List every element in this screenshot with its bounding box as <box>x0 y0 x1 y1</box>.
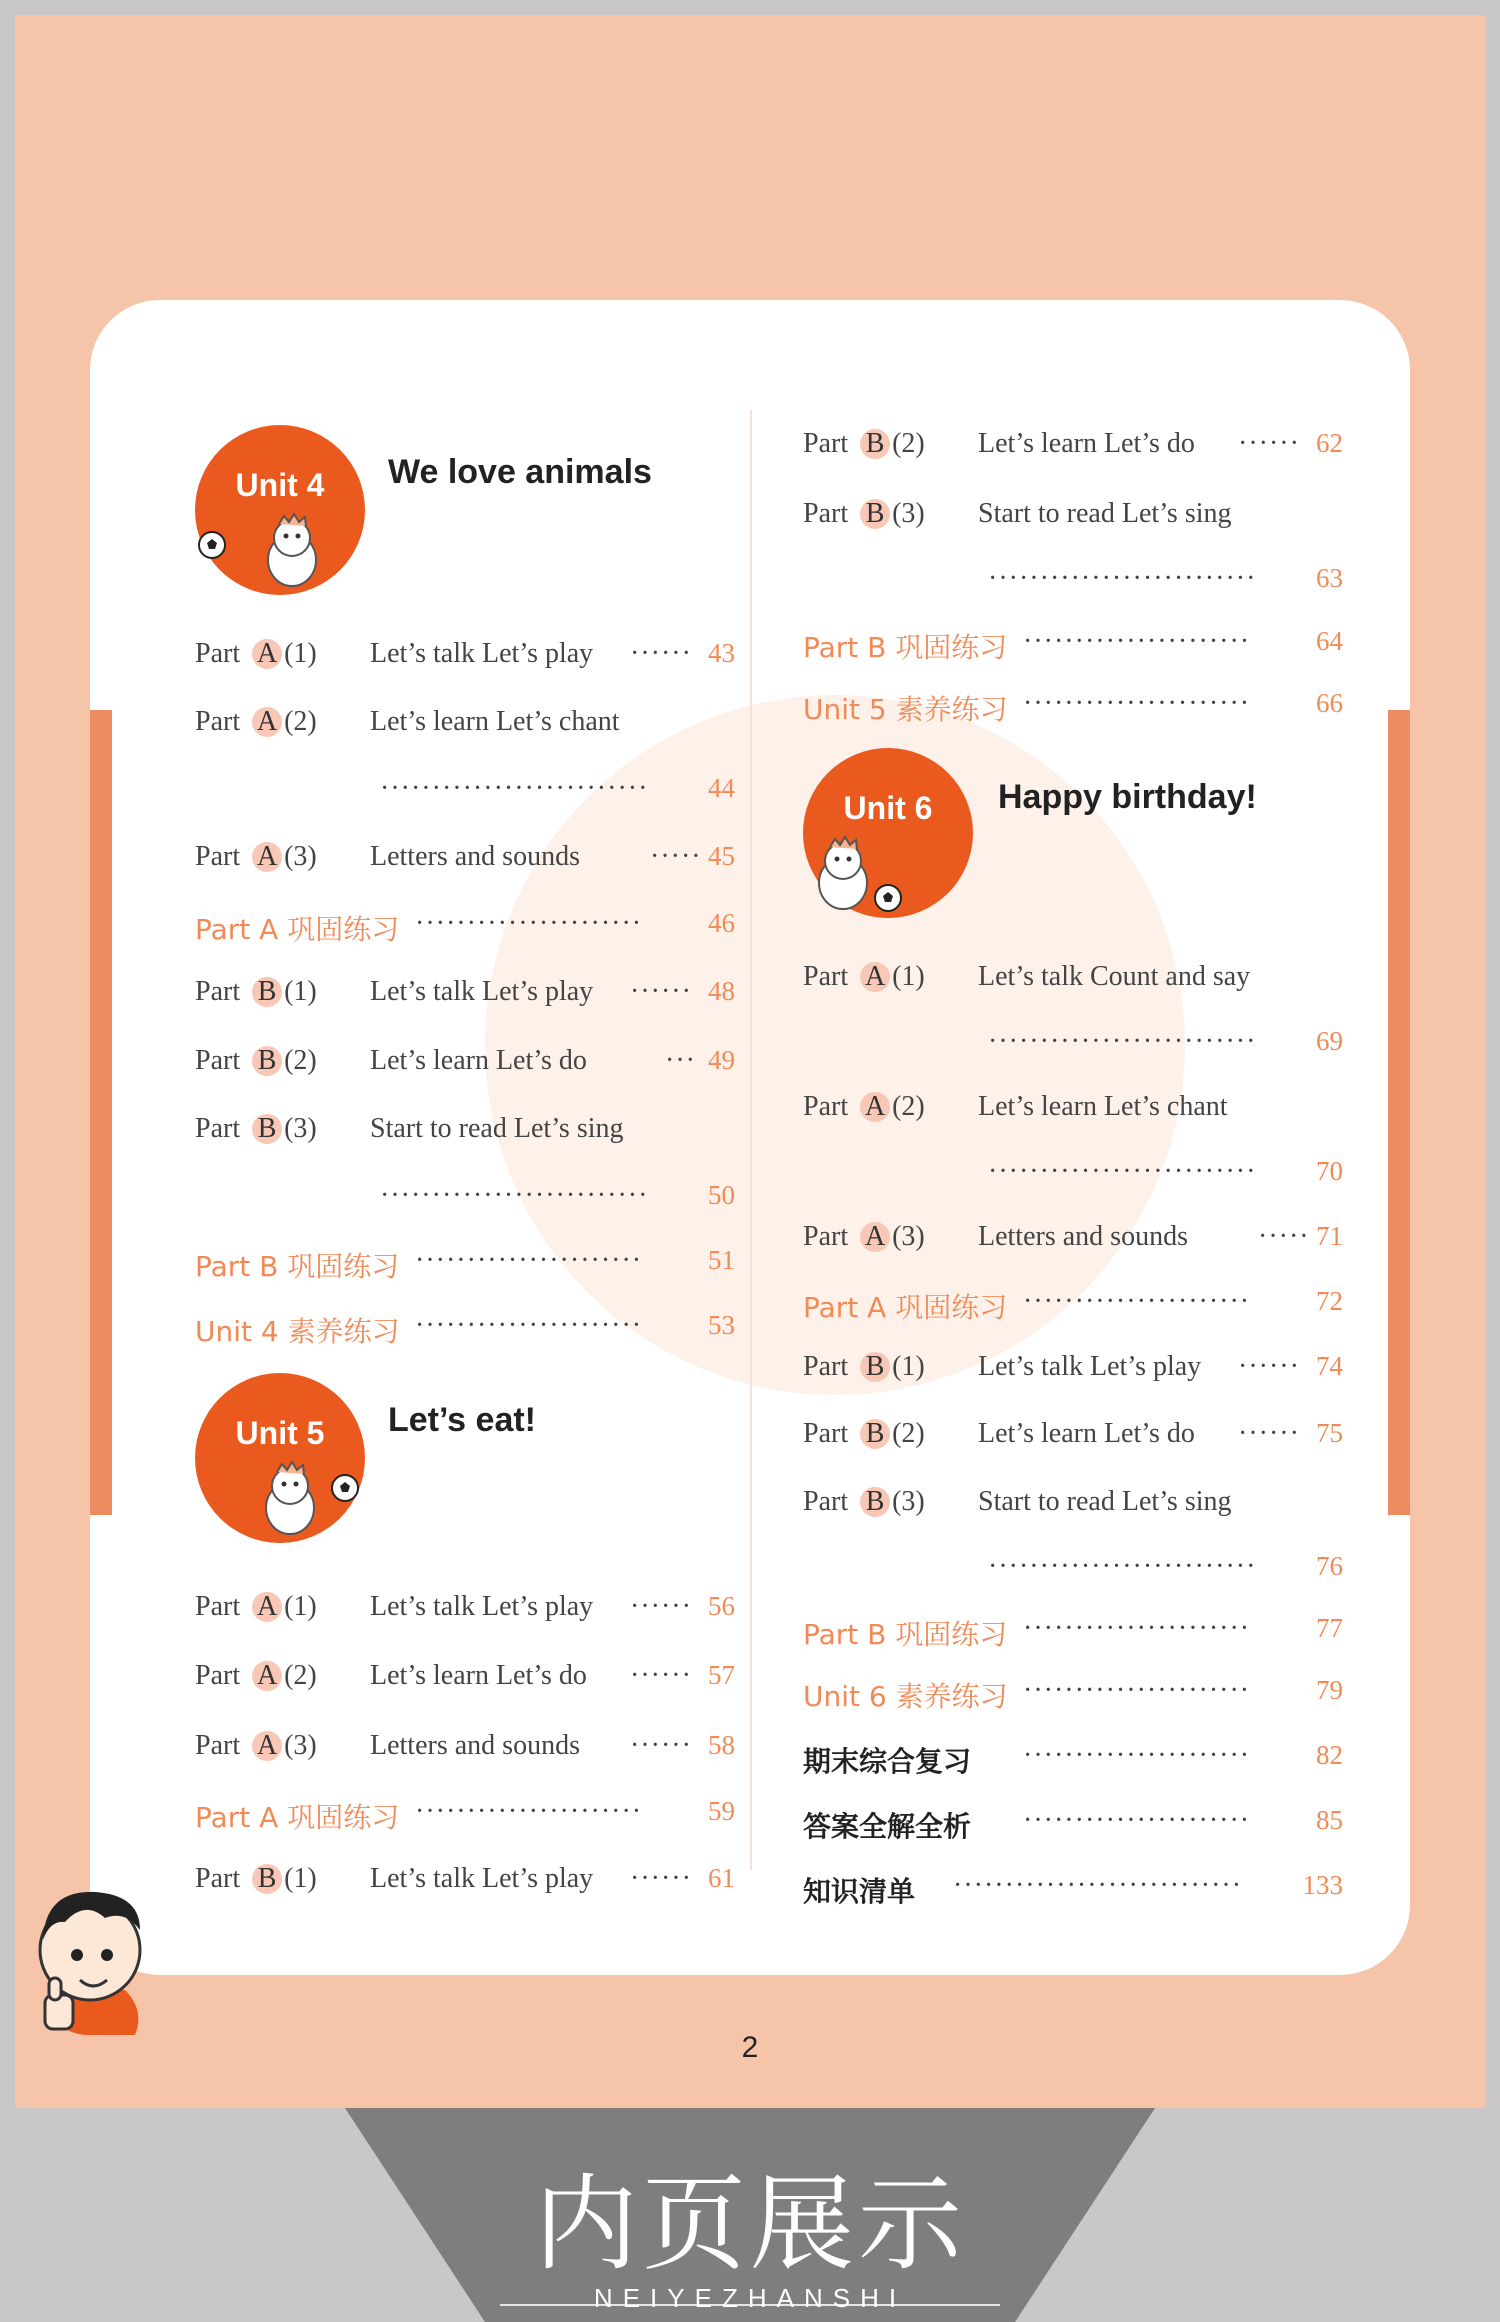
entry-title: Let’s talk Count and say <box>978 961 1251 992</box>
dinosaur-mascot-icon <box>808 833 878 913</box>
page-number: 43 <box>708 638 735 668</box>
section-badge: B <box>860 1487 890 1517</box>
part-index: (3) <box>284 1113 317 1144</box>
toc-entry[interactable]: Part A (3) Letters and sounds ····· 71 <box>803 1221 1343 1252</box>
page-number: 63 <box>1316 563 1343 593</box>
part-label: Part <box>195 1045 241 1076</box>
entry-title: Part A 巩固练习 <box>195 1801 400 1834</box>
entry-title: Part A 巩固练习 <box>195 913 400 946</box>
entry-title: Let’s talk Let’s play <box>370 1591 594 1622</box>
soccer-ball-icon <box>330 1473 360 1503</box>
dinosaur-mascot-icon <box>257 510 327 590</box>
toc-entry-continuation[interactable]: ·························· 69 <box>988 1026 1343 1057</box>
entry-title: 知识清单 <box>803 1875 916 1908</box>
toc-entry-continuation[interactable]: ·························· 76 <box>988 1551 1343 1582</box>
toc-entry[interactable]: Part A (3) Letters and sounds ······ 58 <box>195 1730 735 1761</box>
contents-card <box>90 300 1410 1975</box>
toc-entry[interactable]: 期末综合复习 ······················ 82 <box>803 1740 1343 1778</box>
column-divider <box>750 410 752 1870</box>
section-badge: B <box>252 1114 282 1144</box>
page-number: 58 <box>708 1730 735 1760</box>
page-number-footer: 2 <box>741 2031 759 2064</box>
section-badge: A <box>252 842 282 872</box>
entry-title: Let’s learn Let’s do <box>370 1660 587 1691</box>
entry-title: Start to read Let’s sing <box>978 498 1232 529</box>
toc-entry[interactable]: Unit 6 素养练习 ······················ 79 <box>803 1675 1343 1713</box>
banner-subtitle: NEIYEZHANSHI <box>593 2283 907 2313</box>
section-badge: A <box>252 639 282 669</box>
section-badge: A <box>860 962 890 992</box>
part-label: Part <box>195 841 241 872</box>
entry-title: Letters and sounds <box>370 841 580 872</box>
section-badge: A <box>252 707 282 737</box>
toc-entry[interactable]: Part B (1) Let’s talk Let’s play ······ 74 <box>803 1351 1343 1382</box>
entry-title: Part B 巩固练习 <box>803 1618 1008 1651</box>
toc-entry[interactable]: Part A (3) Letters and sounds ····· 45 <box>195 841 735 872</box>
page-number: 72 <box>1316 1286 1343 1316</box>
section-badge: B <box>252 1864 282 1894</box>
part-index: (1) <box>892 1351 925 1382</box>
page-number: 133 <box>1302 1870 1343 1900</box>
page-number: 69 <box>1316 1026 1343 1056</box>
part-label: Part <box>195 638 241 669</box>
part-label: Part <box>195 1660 241 1691</box>
toc-entry[interactable]: Part B 巩固练习 ······················ 77 <box>803 1613 1343 1651</box>
unit-title: Happy birthday! <box>998 778 1257 816</box>
entry-title: Let’s talk Let’s play <box>370 638 594 669</box>
page-number: 85 <box>1316 1805 1343 1835</box>
entry-title: Letters and sounds <box>978 1221 1188 1252</box>
section-badge: B <box>860 499 890 529</box>
page-number: 53 <box>708 1310 735 1340</box>
section-badge: A <box>252 1731 282 1761</box>
part-label: Part <box>803 1351 849 1382</box>
dinosaur-mascot-icon <box>255 1458 325 1538</box>
entry-title: Unit 5 素养练习 <box>803 693 1008 726</box>
page-number: 46 <box>708 908 735 938</box>
toc-entry[interactable]: 知识清单 ···························· 133 <box>803 1870 1343 1908</box>
banner-title: 内页展示 <box>533 2163 966 2285</box>
part-label: Part <box>195 1591 241 1622</box>
entry-title: Part A 巩固练习 <box>803 1291 1008 1324</box>
section-badge: A <box>860 1222 890 1252</box>
page-number: 70 <box>1316 1156 1343 1186</box>
toc-entry[interactable]: Part A (2) Let’s learn Let’s do ······ 57 <box>195 1660 735 1691</box>
soccer-ball-icon <box>197 530 227 560</box>
section-badge: A <box>252 1592 282 1622</box>
toc-entry[interactable]: Unit 5 素养练习 ······················ 66 <box>803 688 1343 726</box>
page-number: 44 <box>708 773 735 803</box>
part-index: (3) <box>284 1730 317 1761</box>
part-label: Part <box>803 1221 849 1252</box>
page-number: 48 <box>708 976 735 1006</box>
part-label: Part <box>803 1418 849 1449</box>
page-number: 49 <box>708 1045 735 1075</box>
entry-title: Part B 巩固练习 <box>195 1250 400 1283</box>
toc-entry[interactable]: 答案全解全析 ······················ 85 <box>803 1805 1343 1843</box>
entry-title: Let’s talk Let’s play <box>370 976 594 1007</box>
toc-entry-continuation[interactable]: ·························· 63 <box>988 563 1343 594</box>
page-number: 77 <box>1316 1613 1343 1643</box>
toc-entry[interactable] <box>803 953 1343 1003</box>
entry-title: Start to read Let’s sing <box>978 1486 1232 1517</box>
toc-entry[interactable] <box>803 1083 1343 1133</box>
toc-entry[interactable]: Part A 巩固练习 ······················ 59 <box>195 1796 735 1834</box>
part-index: (1) <box>284 638 317 669</box>
part-label: Part <box>195 1113 241 1144</box>
page-number: 71 <box>1316 1221 1343 1251</box>
entry-title: Unit 6 素养练习 <box>803 1680 1008 1713</box>
toc-entry[interactable]: Part A 巩固练习 ······················ 46 <box>195 908 735 946</box>
part-index: (2) <box>284 706 317 737</box>
entry-title: 期末综合复习 <box>803 1745 972 1778</box>
part-label: Part <box>195 706 241 737</box>
page-number: 50 <box>708 1180 735 1210</box>
entry-title: Let’s learn Let’s chant <box>370 706 620 737</box>
unit-label: Unit 5 <box>235 1415 325 1451</box>
page-number: 82 <box>1316 1740 1343 1770</box>
toc-entry-continuation[interactable]: ·························· 70 <box>988 1156 1343 1187</box>
part-label: Part <box>195 1863 241 1894</box>
toc-entry[interactable] <box>803 490 1343 540</box>
part-index: (3) <box>892 498 925 529</box>
part-index: (1) <box>284 1591 317 1622</box>
page-number: 66 <box>1316 688 1343 718</box>
section-badge: B <box>860 1352 890 1382</box>
page-number: 56 <box>708 1591 735 1621</box>
part-index: (1) <box>284 1863 317 1894</box>
part-label: Part <box>195 976 241 1007</box>
unit-label: Unit 4 <box>235 467 325 503</box>
page-number: 75 <box>1316 1418 1343 1448</box>
toc-entry[interactable]: Part A (1) Let’s talk Let’s play ······ 43 <box>195 638 735 669</box>
soccer-ball-icon <box>873 883 903 913</box>
page-number: 76 <box>1316 1551 1343 1581</box>
part-label: Part <box>803 961 849 992</box>
unit-title: Let’s eat! <box>388 1401 537 1439</box>
entry-title: Let’s learn Let’s chant <box>978 1091 1228 1122</box>
part-label: Part <box>803 428 849 459</box>
section-badge: A <box>252 1661 282 1691</box>
part-index: (3) <box>892 1221 925 1252</box>
part-label: Part <box>803 498 849 529</box>
entry-title: Let’s learn Let’s do <box>978 428 1195 459</box>
toc-entry[interactable]: Part A (1) Let’s talk Let’s play ······ 56 <box>195 1591 735 1622</box>
entry-title: Let’s talk Let’s play <box>978 1351 1202 1382</box>
boy-thumbs-up-icon <box>25 1870 160 2040</box>
toc-entry[interactable]: Part B (2) Let’s learn Let’s do ······ 62 <box>803 428 1343 459</box>
part-label: Part <box>803 1091 849 1122</box>
entry-title: Let’s learn Let’s do <box>370 1045 587 1076</box>
entry-title: Let’s learn Let’s do <box>978 1418 1195 1449</box>
part-index: (2) <box>284 1045 317 1076</box>
part-index: (2) <box>892 1418 925 1449</box>
toc-entry[interactable]: Part B (1) Let’s talk Let’s play ······ 61 <box>195 1863 735 1894</box>
toc-entry[interactable] <box>195 1105 735 1155</box>
toc-entry[interactable]: Unit 4 素养练习 ······················ 53 <box>195 1310 735 1348</box>
part-index: (3) <box>892 1486 925 1517</box>
part-index: (1) <box>284 976 317 1007</box>
toc-entry[interactable]: Part A 巩固练习 ······················ 72 <box>803 1286 1343 1324</box>
toc-entry-continuation[interactable]: ·························· 44 <box>380 773 735 804</box>
part-index: (2) <box>892 1091 925 1122</box>
part-index: (3) <box>284 841 317 872</box>
part-index: (1) <box>892 961 925 992</box>
section-badge: B <box>860 1419 890 1449</box>
page-number: 64 <box>1316 626 1343 656</box>
unit-label: Unit 6 <box>843 790 933 826</box>
toc-entry[interactable]: Part B 巩固练习 ······················ 51 <box>195 1245 735 1283</box>
entry-title: Part B 巩固练习 <box>803 631 1008 664</box>
unit-title: We love animals <box>388 453 652 491</box>
page-number: 62 <box>1316 428 1343 458</box>
page-number: 45 <box>708 841 735 871</box>
toc-entry[interactable]: Part B (2) Let’s learn Let’s do ······ 75 <box>803 1418 1343 1449</box>
entry-title: Unit 4 素养练习 <box>195 1315 400 1348</box>
part-index: (2) <box>892 428 925 459</box>
left-side-bar <box>90 710 112 1515</box>
page-number: 57 <box>708 1660 735 1690</box>
entry-title: Letters and sounds <box>370 1730 580 1761</box>
section-badge: B <box>860 429 890 459</box>
page-number: 51 <box>708 1245 735 1275</box>
part-label: Part <box>803 1486 849 1517</box>
page-number: 74 <box>1316 1351 1343 1381</box>
toc-entry[interactable]: Part B (1) Let’s talk Let’s play ······ 48 <box>195 976 735 1007</box>
part-index: (2) <box>284 1660 317 1691</box>
toc-entry-continuation[interactable]: ·························· 50 <box>380 1180 735 1211</box>
section-badge: A <box>860 1092 890 1122</box>
page-number: 59 <box>708 1796 735 1826</box>
book-page <box>15 15 1485 2108</box>
right-side-bar <box>1388 710 1410 1515</box>
toc-entry[interactable] <box>803 1478 1343 1528</box>
toc-entry[interactable]: Part B 巩固练习 ······················ 64 <box>803 626 1343 664</box>
entry-title: 答案全解全析 <box>803 1810 972 1843</box>
page-number: 79 <box>1316 1675 1343 1705</box>
part-label: Part <box>195 1730 241 1761</box>
entry-title: Start to read Let’s sing <box>370 1113 624 1144</box>
section-badge: B <box>252 1046 282 1076</box>
toc-entry[interactable] <box>195 698 735 748</box>
toc-entry[interactable]: Part B (2) Let’s learn Let’s do ··· 49 <box>195 1045 735 1076</box>
entry-title: Let’s talk Let’s play <box>370 1863 594 1894</box>
page-number: 61 <box>708 1863 735 1893</box>
section-badge: B <box>252 977 282 1007</box>
